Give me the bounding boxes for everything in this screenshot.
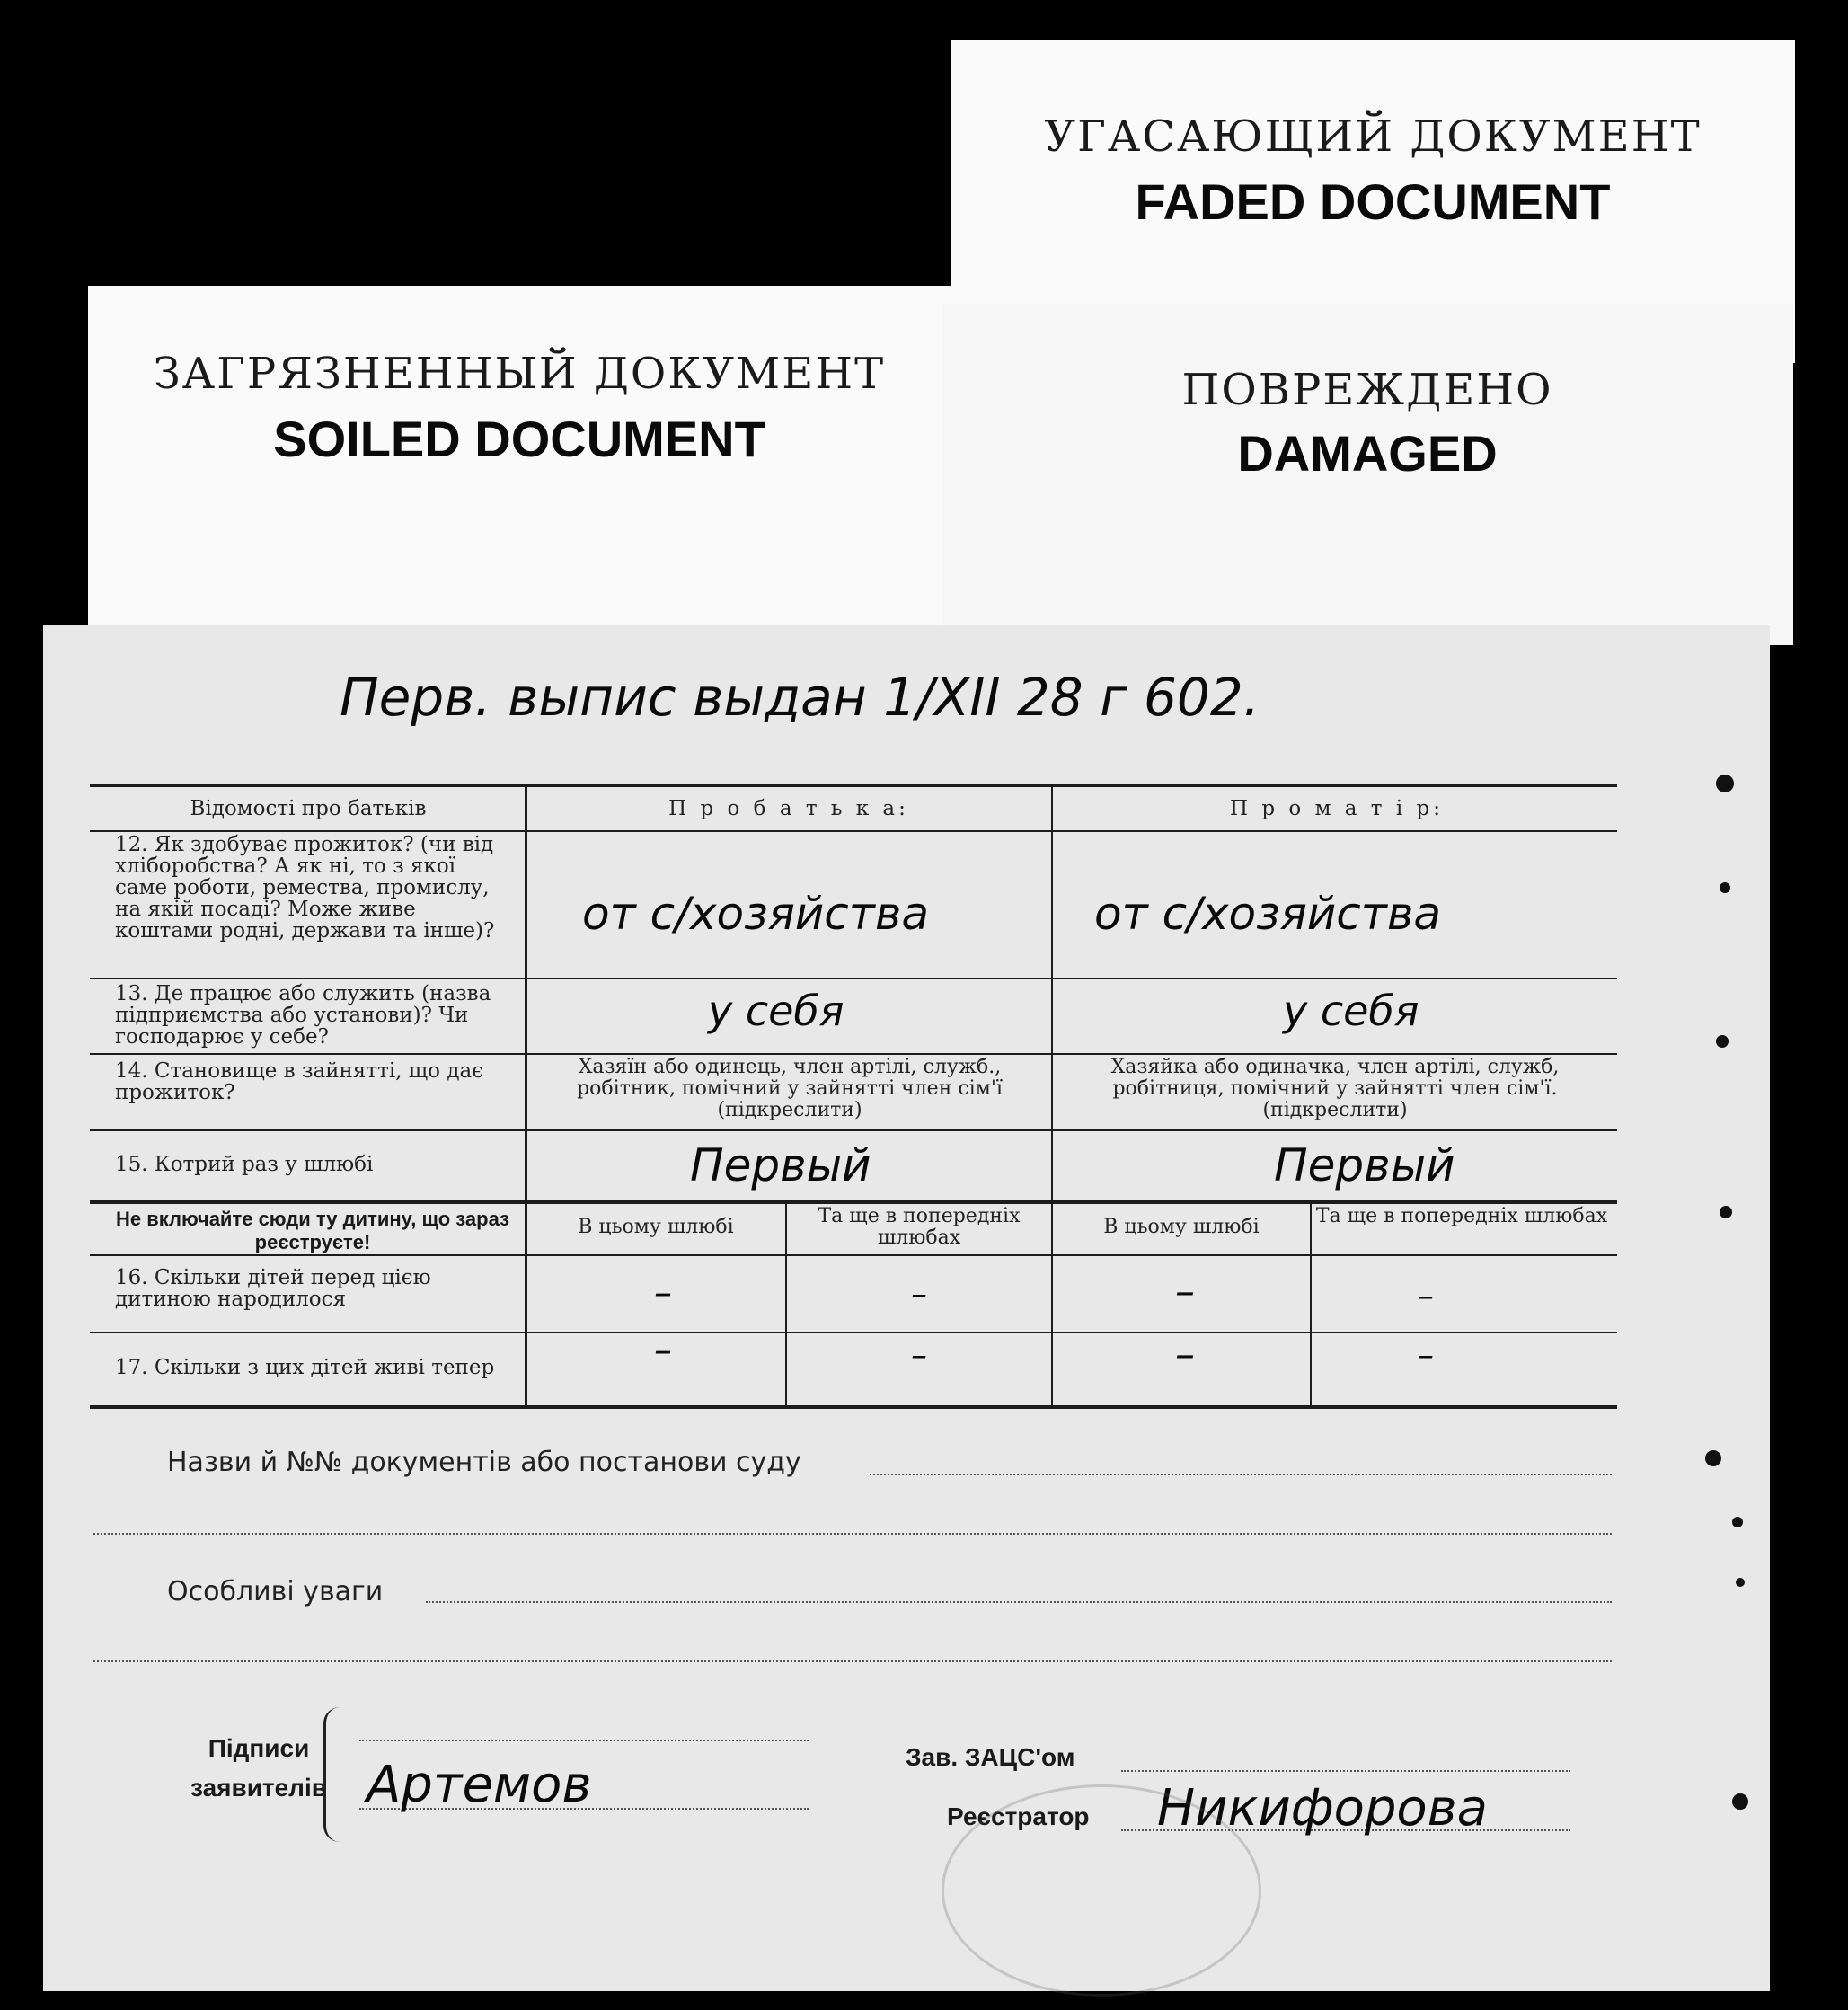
row13-father-answer: у себя [708, 987, 844, 1035]
header-about-father: П р о б а т ь к а: [668, 797, 909, 820]
row15-father-answer: Первый [690, 1139, 871, 1191]
header-parents-info: Відомості про батьків [190, 797, 427, 820]
head-zags-label: Зав. ЗАЦС'ом [906, 1743, 1075, 1771]
head-sign-line [1121, 1770, 1570, 1772]
row15-rule [90, 1200, 1617, 1204]
top-handwritten-note: Перв. выпис выдан 1/XII 28 г 602. [340, 667, 1260, 728]
punch-hole [1736, 1578, 1745, 1587]
punch-hole [1732, 1793, 1748, 1810]
row16-value-2: – [911, 1276, 927, 1313]
faint-stamp [942, 1784, 1261, 1997]
col-divider-mother [1310, 1202, 1312, 1407]
soiled-title-en: SOILED DOCUMENT [273, 411, 765, 467]
table-header-rule [90, 830, 1617, 832]
punch-hole [1716, 1035, 1729, 1048]
row15-question: 15. Котрий раз у шлюбі [115, 1153, 374, 1176]
row12-question: 12. Як здобуває прожиток? (чи від хліборобства? А як ні, то з якої саме роботи, ремества, промислу, на якій посаді? Може живе коштами родні, держави та інше)? [115, 833, 495, 943]
row13-question: 13. Де працює або служить (назва підприємства або установи)? Чи господарює у себе? [115, 982, 491, 1049]
row16-value-1: – [654, 1272, 672, 1314]
registrar-label: Реєстратор [947, 1802, 1090, 1830]
remarks-label: Особливі уваги [167, 1576, 384, 1607]
row13-mother-answer: у себя [1283, 987, 1419, 1035]
mother-previous-marriages: Та ще в попередніх шлюбах [1315, 1205, 1608, 1227]
applicant-sign-line-1 [359, 1740, 809, 1741]
row16-value-4: – [1418, 1278, 1434, 1315]
applicants-label-2: заявителів [190, 1774, 327, 1802]
applicants-brace [323, 1707, 348, 1842]
row17-value-3: – [1175, 1332, 1195, 1377]
damaged-title-en: DAMAGED [1237, 425, 1498, 482]
row16-question: 16. Скільки дітей перед цією дитиною народилося [115, 1266, 431, 1311]
row17-value-4: – [1418, 1337, 1434, 1374]
col-divider-father [785, 1202, 787, 1407]
documents-label: Назви й №№ документів або постанови суду [167, 1447, 801, 1478]
col-divider-1 [525, 785, 527, 1407]
registration-form-sheet [43, 625, 1770, 1991]
soiled-document-card [88, 286, 951, 645]
subheader-note: Не включайте сюди ту дитину, що зараз реєструєте! [115, 1208, 510, 1253]
mother-in-this-marriage: В цьому шлюбі [1103, 1216, 1260, 1238]
row17-value-2: – [911, 1337, 927, 1374]
punch-hole [1716, 775, 1734, 792]
applicant-signature: Артемов [367, 1756, 592, 1814]
row17-question: 17. Скільки з цих дітей живі тепер [115, 1356, 495, 1379]
row15-mother-answer: Первый [1274, 1139, 1455, 1191]
row12-mother-answer: от с/хозяйства [1094, 888, 1442, 940]
table-bottom-rule [90, 1405, 1617, 1409]
faded-title-ru: УГАСАЮЩИЙ ДОКУМЕНТ [1044, 111, 1702, 162]
father-in-this-marriage: В цьому шлюбі [578, 1216, 734, 1238]
punch-hole [1732, 1517, 1743, 1527]
col-divider-2 [1051, 785, 1053, 1407]
punch-hole [1720, 1206, 1732, 1218]
documents-line-1 [870, 1474, 1612, 1475]
applicants-label-1: Підписи [208, 1734, 310, 1762]
remarks-line-2 [93, 1660, 1612, 1662]
header-about-mother: П р о м а т і р: [1230, 797, 1444, 820]
faded-title-en: FADED DOCUMENT [1135, 173, 1611, 230]
row14-father-options: Хазяїн або одинець, член артілі, служб., робітник, помічний у зайнятті член сім'ї (підкреслити) [577, 1056, 1003, 1121]
row14-rule [90, 1129, 1617, 1131]
remarks-line-1 [426, 1601, 1612, 1603]
row14-question: 14. Становище в зайнятті, що дає прожиток? [115, 1059, 484, 1104]
punch-hole [1720, 882, 1730, 893]
row12-father-answer: от с/хозяйства [582, 888, 930, 940]
table-top-rule [90, 784, 1617, 787]
registrar-signature: Никифорова [1157, 1779, 1488, 1837]
row13-rule [90, 1053, 1617, 1055]
father-previous-marriages: Та ще в попередніх шлюбах [818, 1205, 1021, 1249]
punch-hole [1705, 1450, 1721, 1466]
damaged-title-ru: ПОВРЕЖДЕНО [1181, 365, 1553, 415]
row16-value-3: – [1175, 1269, 1195, 1315]
row12-rule [90, 978, 1617, 979]
damaged-document-card [942, 304, 1793, 645]
subheader-rule [90, 1254, 1617, 1256]
row16-rule [90, 1332, 1617, 1333]
row14-mother-options: Хазяйка або одиначка, член артілі, служб, робітниця, помічний у зайнятті член сім'ї. (підкреслити) [1110, 1056, 1560, 1121]
documents-line-2 [93, 1533, 1612, 1535]
soiled-title-ru: ЗАГРЯЗНЕННЫЙ ДОКУМЕНТ [153, 349, 886, 399]
row17-value-1: – [654, 1330, 672, 1371]
